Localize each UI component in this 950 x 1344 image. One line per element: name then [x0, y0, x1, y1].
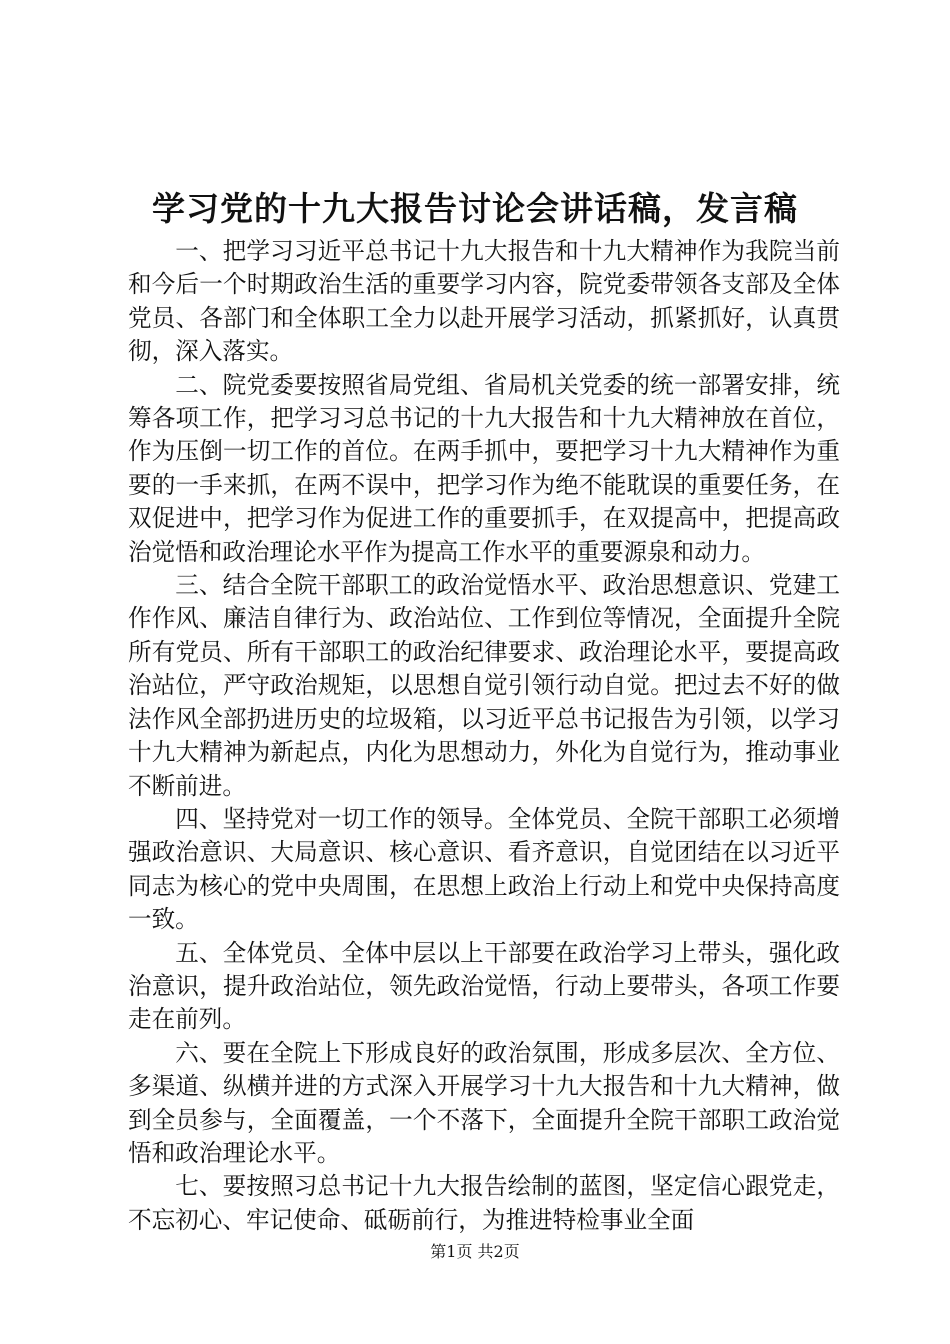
paragraph-6: 六、要在全院上下形成良好的政治氛围，形成多层次、全方位、多渠道、纵横并进的方式深入开展学习十九大报告和十九大精神，做到全员参与，全面覆盖，一个不落下，全面提升全院干部职工政治觉悟和政治理论水平。	[128, 1038, 840, 1167]
page-footer: 第1页 共2页	[430, 1242, 520, 1261]
paragraph-1: 一、把学习习近平总书记十九大报告和十九大精神作为我院当前和今后一个时期政治生活的重要学习内容，院党委带领各支部及全体党员、各部门和全体职工全力以赴开展学习活动，抓紧抓好，认真贯彻，深入落实。	[128, 237, 840, 366]
document-body	[128, 235, 840, 1237]
document-title: 学习党的十九大报告讨论会讲话稿，发言稿	[152, 189, 798, 228]
paragraph-3: 三、结合全院干部职工的政治觉悟水平、政治思想意识、党建工作作风、廉洁自律行为、政治站位、工作到位等情况，全面提升全院所有党员、所有干部职工的政治纪律要求、政治理论水平，要提高政治站位，严守政治规矩，以思想自觉引领行动自觉。把过去不好的做法作风全部扔进历史的垃圾箱，以习近平总书记报告为引领，以学习十九大精神为新起点，内化为思想动力，外化为自觉行为，推动事业不断前进。	[128, 571, 840, 800]
paragraph-4: 四、坚持党对一切工作的领导。全体党员、全院干部职工必须增强政治意识、大局意识、核心意识、看齐意识，自觉团结在以习近平同志为核心的党中央周围，在思想上政治上行动上和党中央保持高度一致。	[128, 804, 840, 934]
paragraph-5: 五、全体党员、全体中层以上干部要在政治学习上带头，强化政治意识，提升政治站位，领先政治觉悟，行动上要带头，各项工作要走在前列。	[128, 938, 840, 1034]
paragraph-7: 七、要按照习总书记十九大报告绘制的蓝图，坚定信心跟党走，不忘初心、牢记使命、砥砺前行，为推进特检事业全面	[128, 1172, 840, 1234]
paragraph-2: 二、院党委要按照省局党组、省局机关党委的统一部署安排，统筹各项工作，把学习习总书记的十九大报告和十九大精神放在首位，作为压倒一切工作的首位。在两手抓中，要把学习十九大精神作为重要的一手来抓，在两不误中，把学习作为绝不能耽误的重要任务，在双促进中，把学习作为促进工作的重要抓手，在双提高中，把提高政治觉悟和政治理论水平作为提高工作水平的重要源泉和动力。	[128, 370, 840, 566]
